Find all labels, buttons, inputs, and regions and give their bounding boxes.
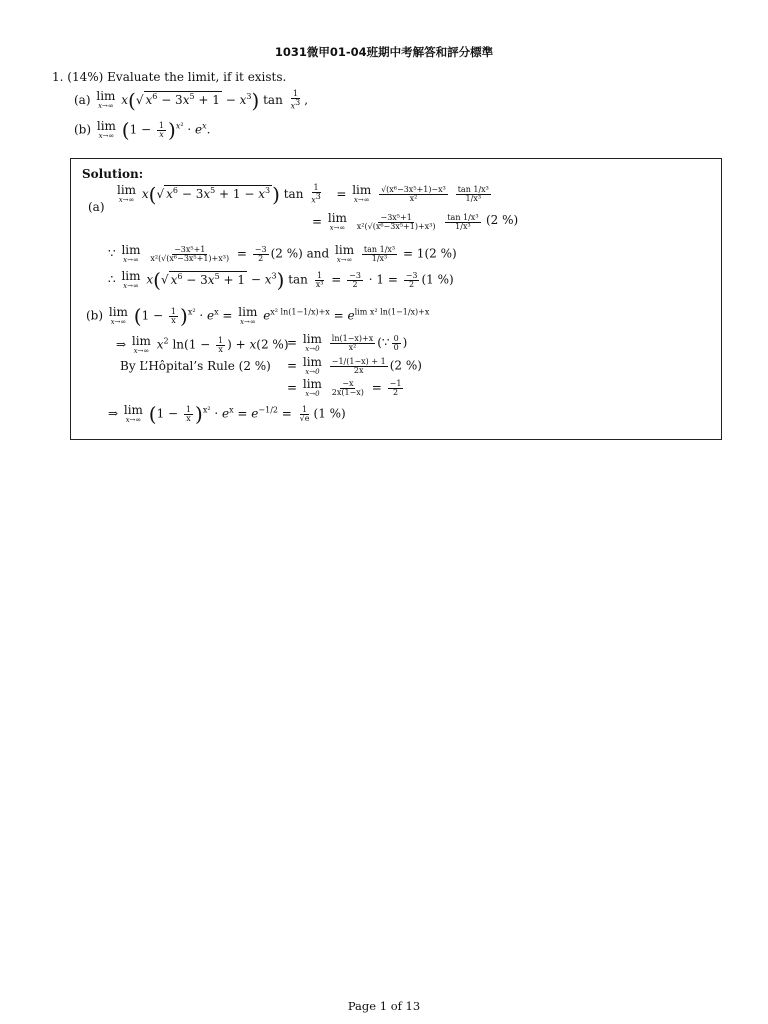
solution-a-line2: = lim x→∞ $\frac{\text{−3x⁵+1}}{\text{x²(√(x⁶−3x⁵+1)+x³)}}$ $\frac{\text{tan 1/x³}}{\text{1/x³}}$ (312, 211, 479, 232)
solution-b-line2: ⇒ lim x→∞ $x^2$ ln(1 − $\frac{1}{x}$ ) + x(2 %) (116, 334, 289, 355)
solution-a-score1: (2 %) (486, 213, 519, 227)
page-number: Page 1 of 13 (347, 999, 421, 1013)
solution-a-line1: lim x→∞ x(√ $x^6 - 3x^5 + 1 - x^3$ ) tan $\frac{1}{x^3}$ = lim x→∞ $\frac{\text{√(x⁶−3x⁵+1)−x³}}{\text{x²}}$ $\frac{\text{tan 1/x³}}{\text{1/x³}}$ (117, 182, 489, 207)
problem-part-b: (b) lim x→∞ (1 − $\frac{1}{x}$ )$^{x^2} \cdot e^x$. (74, 118, 211, 142)
solution-b-line2-right: = lim x→0 $\frac{\ln(1-x)+x}{\text{x²}}$ (∵ $\frac{0}{0}$ ) (287, 332, 408, 353)
solution-b-final: ⇒ lim x→∞ (1 − $\frac{1}{x}$ )$^{x^2} \cdot e^x = e^{-1/2}$ = $\frac{1}{√e}$ (1 %) (108, 402, 346, 426)
solution-hopital: By L’Hôpital’s Rule (2 %) (120, 359, 271, 373)
solution-a-therefore: ∴ lim x→∞ x(√ $x^6 - 3x^5 + 1 - x^3$) tan $\frac{1}{\text{x³}}$ = $\frac{-3}{2}$ · 1 = $\frac{-3}{2}$ (1 %) (108, 268, 454, 292)
problem-statement: 1. (14%) Evaluate the limit, if it exists. (52, 70, 287, 84)
solution-b-line4: = lim x→0 $\frac{-x}{2x(1-x)}$ = $\frac{-1}{2}$ (287, 377, 402, 398)
problem-part-a: (a) lim x→∞ x(√ $x^6 - 3x^5 + 1 - x^3$) tan $\frac{1}{x^3}$ , (74, 88, 309, 113)
page-title: 1031微甲01-04班期中考解答和評分標準 (274, 45, 494, 59)
solution-a-because: ∵ lim x→∞ $\frac{\text{−3x⁵+1}}{\text{x²(√(x⁶−3x⁵+1)+x³)}}$ = $\frac{-3}{2}$ (2 %) and lim x→∞ $\frac{\text{tan 1/x³}}{\text{1/x³}}$ = 1(2 %) (108, 243, 457, 264)
solution-heading: Solution: (82, 167, 144, 181)
solution-b-line3: = lim x→0 $\frac{-1/(1-x) + 1}{2x}$ (2 %) (287, 355, 422, 376)
solution-b-line1: (b) lim x→∞ (1 − $\frac{1}{x}$ )$^{x^2} \cdot e^x$ = lim x→∞ $e^{x^2 ln(1-1/x)+x} = e^{lim x^2 ln(1-1/x)+x}$ (86, 304, 430, 328)
solution-a-label: (a) (88, 200, 105, 214)
